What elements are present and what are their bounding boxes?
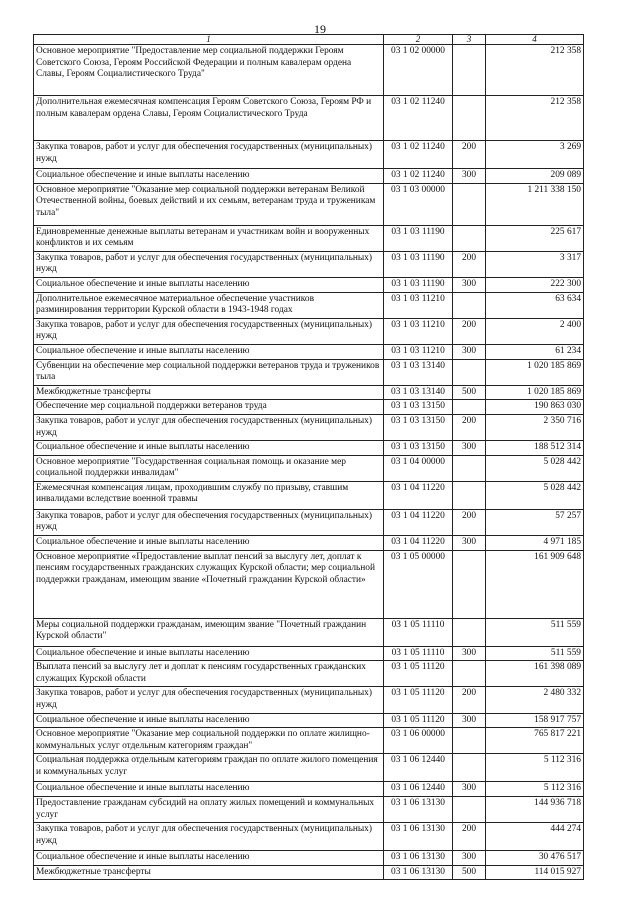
row-expense-type: 300 xyxy=(453,344,486,359)
row-expense-type xyxy=(453,183,486,225)
table-row xyxy=(34,414,584,440)
row-code: 03 1 05 11120 xyxy=(384,661,453,687)
row-name: Обеспечение мер социальной поддержки ветеранов труда xyxy=(34,400,384,415)
row-expense-type: 200 xyxy=(453,823,486,851)
row-amount: 209 089 xyxy=(486,169,584,184)
row-code: 03 1 06 13130 xyxy=(384,823,453,851)
table-row xyxy=(34,141,584,169)
row-name: Закупка товаров, работ и услуг для обеспечения государственных (муниципальных) нужд xyxy=(34,251,384,277)
table-row xyxy=(34,865,584,880)
row-name: Ежемесячная компенсация лицам, проходившим службу по призыву, ставшим инвалидами вследствие военной травмы xyxy=(34,481,384,509)
table-row xyxy=(34,45,584,96)
table-row xyxy=(34,359,584,385)
row-expense-type: 200 xyxy=(453,251,486,277)
row-name: Дополнительная ежемесячная компенсация Героям Советского Союза, Героям РФ и полным кавалерам ордена Славы, Героям Социалистического Труда xyxy=(34,96,384,141)
row-amount: 1 020 185 869 xyxy=(486,385,584,400)
table-row xyxy=(34,344,584,359)
row-amount: 1 020 185 869 xyxy=(486,359,584,385)
row-expense-type xyxy=(453,45,486,96)
row-code: 03 1 03 13140 xyxy=(384,385,453,400)
row-code: 03 1 03 11190 xyxy=(384,277,453,292)
row-name: Социальная поддержка отдельным категориям граждан по оплате жилого помещения и коммунальных услуг xyxy=(34,754,384,782)
row-name: Социальное обеспечение и иные выплаты населению xyxy=(34,713,384,728)
row-expense-type xyxy=(453,797,486,823)
budget-table xyxy=(33,34,584,880)
table-row xyxy=(34,536,584,551)
row-code: 03 1 04 11220 xyxy=(384,481,453,509)
row-amount: 2 350 716 xyxy=(486,414,584,440)
row-name: Меры социальной поддержки гражданам, имеющим звание "Почетный гражданин Курской области" xyxy=(34,618,384,646)
table-row xyxy=(34,481,584,509)
row-expense-type xyxy=(453,481,486,509)
row-amount: 5 028 442 xyxy=(486,455,584,481)
column-number-3: 3 xyxy=(453,35,486,45)
row-name: Социальное обеспечение и иные выплаты населению xyxy=(34,782,384,797)
row-code: 03 1 05 11120 xyxy=(384,687,453,713)
row-amount: 444 274 xyxy=(486,823,584,851)
table-row xyxy=(34,782,584,797)
row-code: 03 1 06 12440 xyxy=(384,782,453,797)
row-amount: 222 300 xyxy=(486,277,584,292)
row-name: Социальное обеспечение и иные выплаты населению xyxy=(34,169,384,184)
column-number-2: 2 xyxy=(384,35,453,45)
row-amount: 765 817 221 xyxy=(486,728,584,754)
row-name: Закупка товаров, работ и услуг для обеспечения государственных (муниципальных) нужд xyxy=(34,141,384,169)
row-name: Закупка товаров, работ и услуг для обеспечения государственных (муниципальных) нужд xyxy=(34,318,384,344)
row-name: Единовременные денежные выплаты ветеранам и участникам войн и вооруженных конфликтов и их семьям xyxy=(34,225,384,251)
row-code: 03 1 04 11220 xyxy=(384,536,453,551)
row-code: 03 1 04 00000 xyxy=(384,455,453,481)
table-row xyxy=(34,823,584,851)
table-row xyxy=(34,400,584,415)
row-code: 03 1 03 00000 xyxy=(384,183,453,225)
row-expense-type: 300 xyxy=(453,536,486,551)
row-amount: 144 936 718 xyxy=(486,797,584,823)
row-expense-type: 500 xyxy=(453,865,486,880)
table-row xyxy=(34,318,584,344)
row-name: Основное мероприятие "Государственная социальная помощь и оказание мер социальной поддержки инвалидам" xyxy=(34,455,384,481)
row-code: 03 1 04 11220 xyxy=(384,509,453,535)
row-name: Социальное обеспечение и иные выплаты населению xyxy=(34,277,384,292)
row-expense-type: 300 xyxy=(453,441,486,456)
row-code: 03 1 03 11210 xyxy=(384,292,453,318)
row-code: 03 1 03 11210 xyxy=(384,318,453,344)
row-expense-type: 300 xyxy=(453,277,486,292)
row-amount: 5 112 316 xyxy=(486,754,584,782)
row-amount: 3 317 xyxy=(486,251,584,277)
table-row xyxy=(34,277,584,292)
table-row xyxy=(34,851,584,866)
row-code: 03 1 03 13140 xyxy=(384,359,453,385)
row-code: 03 1 06 13130 xyxy=(384,797,453,823)
row-name: Выплата пенсий за выслугу лет и доплат к пенсиям государственных гражданских служащих Курской области xyxy=(34,661,384,687)
row-expense-type xyxy=(453,292,486,318)
row-code: 03 1 02 11240 xyxy=(384,96,453,141)
row-amount: 212 358 xyxy=(486,96,584,141)
row-expense-type: 200 xyxy=(453,687,486,713)
row-amount: 114 015 927 xyxy=(486,865,584,880)
row-code: 03 1 05 11120 xyxy=(384,713,453,728)
row-amount: 188 512 314 xyxy=(486,441,584,456)
page-number: 19 xyxy=(314,22,326,36)
row-code: 03 1 05 11110 xyxy=(384,646,453,661)
table-row xyxy=(34,713,584,728)
table-row xyxy=(34,385,584,400)
table-row xyxy=(34,251,584,277)
table-row xyxy=(34,441,584,456)
table-row xyxy=(34,646,584,661)
row-name: Межбюджетные трансферты xyxy=(34,385,384,400)
row-code: 03 1 02 00000 xyxy=(384,45,453,96)
row-amount: 161 909 648 xyxy=(486,550,584,618)
row-code: 03 1 03 11190 xyxy=(384,251,453,277)
row-code: 03 1 02 11240 xyxy=(384,141,453,169)
table-row xyxy=(34,728,584,754)
row-expense-type: 500 xyxy=(453,385,486,400)
row-amount: 190 863 030 xyxy=(486,400,584,415)
column-number-4: 4 xyxy=(486,35,584,45)
row-amount: 225 617 xyxy=(486,225,584,251)
row-name: Основное мероприятие "Оказание мер социальной поддержки ветеранам Великой Отечественной войны, боевых действий и их семьям, ветеранам труда и труженикам тыла" xyxy=(34,183,384,225)
row-name: Закупка товаров, работ и услуг для обеспечения государственных (муниципальных) нужд xyxy=(34,509,384,535)
row-name: Социальное обеспечение и иные выплаты населению xyxy=(34,536,384,551)
row-name: Основное мероприятие "Оказание мер социальной поддержки по оплате жилищно-коммунальных услуг отдельным категориям граждан" xyxy=(34,728,384,754)
row-expense-type: 300 xyxy=(453,713,486,728)
row-amount: 511 559 xyxy=(486,618,584,646)
table-row xyxy=(34,225,584,251)
row-amount: 4 971 185 xyxy=(486,536,584,551)
row-name: Социальное обеспечение и иные выплаты населению xyxy=(34,441,384,456)
row-amount: 161 398 089 xyxy=(486,661,584,687)
row-expense-type xyxy=(453,661,486,687)
row-expense-type xyxy=(453,359,486,385)
row-code: 03 1 03 11190 xyxy=(384,225,453,251)
row-name: Дополнительное ежемесячное материальное обеспечение участников разминирования территории Курской области в 1943-1948 годах xyxy=(34,292,384,318)
row-name: Основное мероприятие "Предоставление мер социальной поддержки Героям Советского Союза, Героям Российской Федерации и полным кавалерам ордена Славы, Героям Социалистического Труда" xyxy=(34,45,384,96)
row-amount: 63 634 xyxy=(486,292,584,318)
row-expense-type: 300 xyxy=(453,782,486,797)
row-code: 03 1 05 11110 xyxy=(384,618,453,646)
table-row xyxy=(34,661,584,687)
row-expense-type: 200 xyxy=(453,509,486,535)
row-expense-type: 200 xyxy=(453,141,486,169)
row-name: Социальное обеспечение и иные выплаты населению xyxy=(34,646,384,661)
row-code: 03 1 02 11240 xyxy=(384,169,453,184)
row-code: 03 1 03 13150 xyxy=(384,400,453,415)
row-code: 03 1 03 11210 xyxy=(384,344,453,359)
table-row xyxy=(34,455,584,481)
table-row xyxy=(34,169,584,184)
row-name: Межбюджетные трансферты xyxy=(34,865,384,880)
row-code: 03 1 03 13150 xyxy=(384,414,453,440)
table-row xyxy=(34,754,584,782)
row-amount: 511 559 xyxy=(486,646,584,661)
row-expense-type: 300 xyxy=(453,851,486,866)
column-number-row xyxy=(34,35,584,45)
row-expense-type xyxy=(453,400,486,415)
table-row xyxy=(34,292,584,318)
table-row xyxy=(34,618,584,646)
row-amount: 5 028 442 xyxy=(486,481,584,509)
row-name: Социальное обеспечение и иные выплаты населению xyxy=(34,851,384,866)
row-amount: 5 112 316 xyxy=(486,782,584,797)
row-name: Предоставление гражданам субсидий на оплату жилых помещений и коммунальных услуг xyxy=(34,797,384,823)
row-name: Основное мероприятие «Предоставление выплат пенсий за выслугу лет, доплат к пенсиям государственных гражданских служащих Курской области; мер социальной поддержки гражданам, имеющим звание «Почетный гражданин Курской области» xyxy=(34,550,384,618)
row-expense-type xyxy=(453,455,486,481)
row-name: Закупка товаров, работ и услуг для обеспечения государственных (муниципальных) нужд xyxy=(34,414,384,440)
table-row xyxy=(34,550,584,618)
row-name: Социальное обеспечение и иные выплаты населению xyxy=(34,344,384,359)
table-row xyxy=(34,96,584,141)
row-expense-type xyxy=(453,728,486,754)
table-row xyxy=(34,183,584,225)
row-expense-type: 200 xyxy=(453,414,486,440)
row-code: 03 1 06 13130 xyxy=(384,865,453,880)
row-amount: 2 480 332 xyxy=(486,687,584,713)
row-expense-type: 300 xyxy=(453,169,486,184)
row-amount: 2 400 xyxy=(486,318,584,344)
table-row xyxy=(34,509,584,535)
row-expense-type xyxy=(453,754,486,782)
row-amount: 3 269 xyxy=(486,141,584,169)
row-expense-type xyxy=(453,96,486,141)
row-code: 03 1 06 12440 xyxy=(384,754,453,782)
row-code: 03 1 03 13150 xyxy=(384,441,453,456)
row-expense-type xyxy=(453,550,486,618)
column-number-1: 1 xyxy=(34,35,384,45)
row-expense-type: 300 xyxy=(453,646,486,661)
row-name: Закупка товаров, работ и услуг для обеспечения государственных (муниципальных) нужд xyxy=(34,823,384,851)
row-expense-type xyxy=(453,225,486,251)
row-name: Субвенции на обеспечение мер социальной поддержки ветеранов труда и тружеников тыла xyxy=(34,359,384,385)
row-code: 03 1 05 00000 xyxy=(384,550,453,618)
row-code: 03 1 06 00000 xyxy=(384,728,453,754)
row-amount: 61 234 xyxy=(486,344,584,359)
row-expense-type: 200 xyxy=(453,318,486,344)
table-row xyxy=(34,687,584,713)
row-code: 03 1 06 13130 xyxy=(384,851,453,866)
table-row xyxy=(34,797,584,823)
row-amount: 158 917 757 xyxy=(486,713,584,728)
row-expense-type xyxy=(453,618,486,646)
row-amount: 212 358 xyxy=(486,45,584,96)
row-amount: 30 476 517 xyxy=(486,851,584,866)
row-amount: 1 211 338 150 xyxy=(486,183,584,225)
row-name: Закупка товаров, работ и услуг для обеспечения государственных (муниципальных) нужд xyxy=(34,687,384,713)
row-amount: 57 257 xyxy=(486,509,584,535)
